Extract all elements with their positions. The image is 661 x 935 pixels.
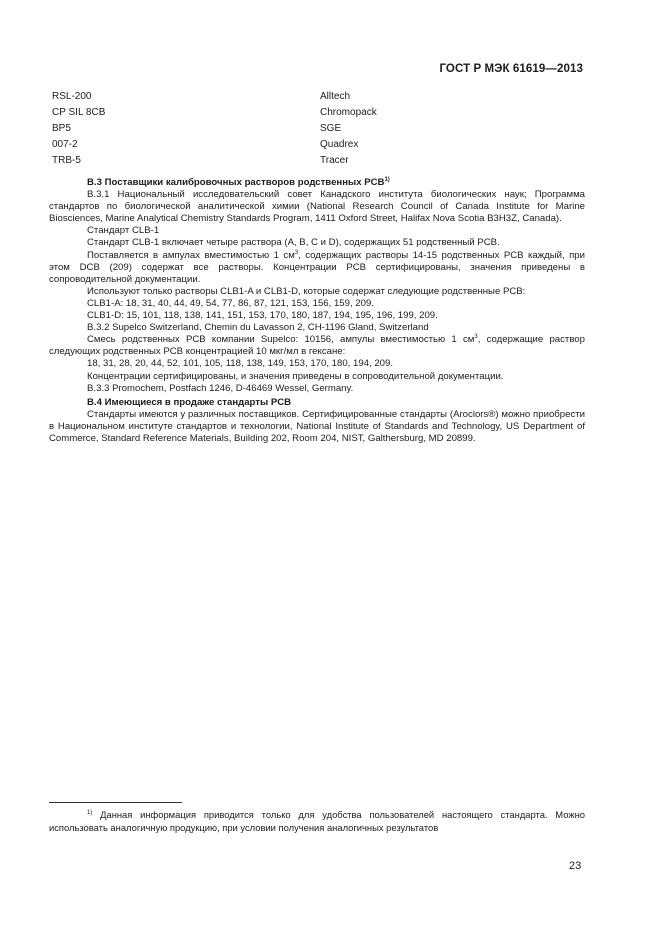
footnote-divider xyxy=(49,802,182,803)
column-maker: Alltech xyxy=(320,91,351,102)
section-b4 xyxy=(49,397,585,445)
paragraph: Поставляется в ампулах вместимостью 1 $см^3$, содержащих растворы 14-15 родственных PCB каждый, при этом DCB (209) содержат все растворы. Концентрации PCB сертифицированы, значения приведены в сопроводительной документации. xyxy=(49,249,585,285)
footnote-text: Данная информация приводится только для удобства пользователей настоящего стандарта. Можно использовать аналогичную продукцию, при условии получения аналогичных результатов xyxy=(49,809,585,833)
column-name: 007-2 xyxy=(52,139,78,150)
document-header: ГОСТ Р МЭК 61619—2013 xyxy=(439,63,583,75)
paragraph: В.3.3 Promochem, Postfach 1246, D-46469 Wessel, Germany. xyxy=(87,382,354,394)
column-maker: Chromopack xyxy=(320,107,377,118)
column-row xyxy=(52,105,532,121)
section-b3 xyxy=(49,177,585,395)
paragraph: В.3.2 Supelco Switzerland, Chemin du Lavasson 2, CH-1196 Gland, Switzerland xyxy=(87,322,429,334)
page-number: 23 xyxy=(569,860,582,872)
footnote-marker: 1) xyxy=(87,810,93,816)
column-name: RSL-200 xyxy=(52,91,92,102)
column-name: TRB-5 xyxy=(52,155,81,166)
section-heading: В.4 Имеющиеся в продаже стандарты PCB xyxy=(87,397,292,408)
paragraph: Стандарты имеются у различных поставщиков. Сертифицированные стандарты (Aroclors®) можно приобрести в Национальном институте стандартов и технологии, National Institute of Standards and Technology, US Department of Commerce, Standard Reference Materials, Building 202, Room 204, NIST, Galthersburg, MD 20899. xyxy=(49,409,585,445)
paragraph: В.3.1 Национальный исследовательский совет Канадского института биологических наук; Программа стандартов по биологической аналитической химии (National Research Council of Canada Institute for Marine Biosciences, Marine Analytical Chemistry Standards Program, 1411 Oxford Street, Halifax Nova Scotia B3H3Z, Canada). xyxy=(49,189,585,225)
column-maker: SGE xyxy=(320,123,342,134)
column-maker: Quadrex xyxy=(320,139,359,150)
column-list xyxy=(52,89,532,169)
paragraph: CLB1-A: 18, 31, 40, 44, 49, 54, 77, 86, 87, 121, 153, 156, 159, 209. xyxy=(87,297,374,309)
paragraph: Концентрации сертифицированы, и значения приведены в сопроводительной документации. xyxy=(87,370,504,382)
column-row xyxy=(52,121,532,137)
paragraph: Смесь родственных PCB компании Supelco: 10156, ампулы вместимостью 1 $см^3$, содержащие раствор следующих родственных PCB концентрацией 10 мкг/мл в гексане: xyxy=(49,334,585,358)
column-name: CP SIL 8CB xyxy=(52,107,106,118)
paragraph: Стандарт CLB-1 xyxy=(87,225,160,237)
footnote xyxy=(49,808,585,834)
paragraph: Стандарт CLB-1 включает четыре раствора (А, В, С и D), содержащих 51 родственный PCB. xyxy=(87,237,500,249)
paragraph: Используют только растворы CLB1-A и CLB1-D, которые содержат следующие родственные PCB: xyxy=(87,285,526,297)
column-name: BP5 xyxy=(52,123,71,134)
column-row xyxy=(52,153,532,169)
section-heading: В.3 Поставщики калибровочных растворов родственных PCB$^{1)}$ xyxy=(87,177,390,188)
column-maker: Tracer xyxy=(320,155,349,166)
paragraph: CLB1-D: 15, 101, 118, 138, 141, 151, 153, 170, 180, 187, 194, 195, 196, 199, 209. xyxy=(87,310,438,322)
column-row xyxy=(52,89,532,105)
paragraph: 18, 31, 28, 20, 44, 52, 101, 105, 118, 138, 149, 153, 170, 180, 194, 209. xyxy=(87,358,394,370)
column-row xyxy=(52,137,532,153)
